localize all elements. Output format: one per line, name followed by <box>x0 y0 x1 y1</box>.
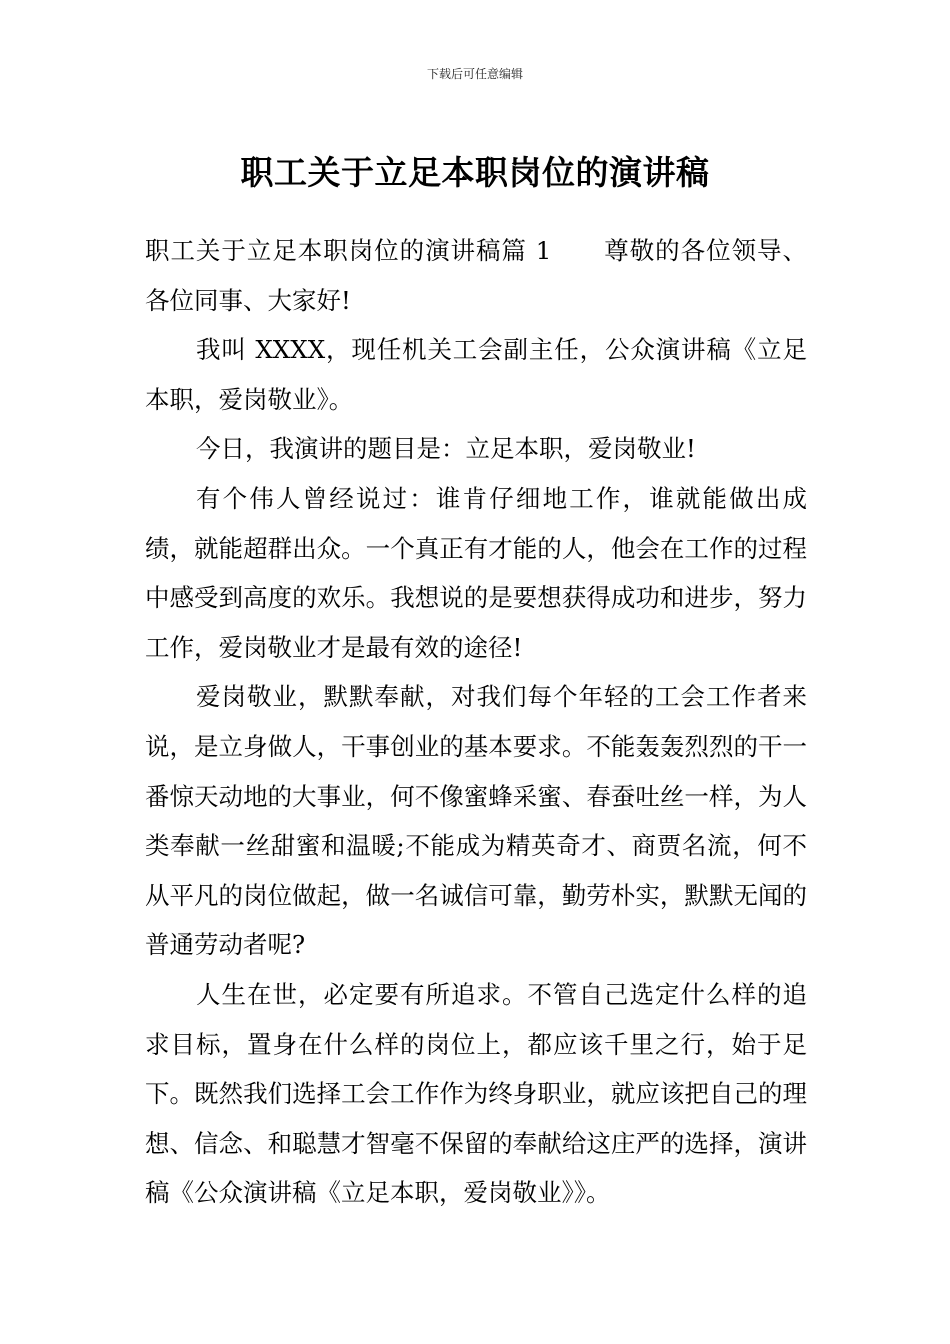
greeting-text: 尊敬的各位领导、各位同事、大家好! <box>145 236 808 315</box>
document-title: 职工关于立足本职岗位的演讲稿 <box>240 153 710 193</box>
body-paragraph: 我叫 XXXX，现任机关工会副主任，公众演讲稿《立足本职，爱岗敬业》。 <box>145 335 807 414</box>
body-paragraph: 今日，我演讲的题目是：立足本职，爱岗敬业! <box>196 434 696 464</box>
body-paragraph: 有个伟人曾经说过：谁肯仔细地工作，谁就能做出成绩，就能超群出众。一个真正有才能的人，他会在工作的过程中感受到高度的欢乐。我想说的是要想获得成功和进步，努力工作，爱岗敬业才是最有效的途径! <box>145 483 807 662</box>
body-paragraph: 爱岗敬业，默默奉献，对我们每个年轻的工会工作者来说，是立身做人，干事创业的基本要求。不能轰轰烈烈的干一番惊天动地的大事业，何不像蜜蜂采蜜、春蚕吐丝一样，为人类奉献一丝甜蜜和温暖;不能成为精英奇才、商贾名流，何不从平凡的岗位做起，做一名诚信可靠，勤劳朴实，默默无闻的普通劳动者呢? <box>145 682 807 960</box>
intro-heading: 职工关于立足本职岗位的演讲稿篇 1 <box>145 236 552 265</box>
document-body <box>145 226 807 1218</box>
header-note: 下载后可任意编辑 <box>426 67 523 81</box>
body-paragraph: 人生在世，必定要有所追求。不管自己选定什么样的追求目标，置身在什么样的岗位上，都应该千里之行，始于足下。既然我们选择工会工作作为终身职业，就应该把自己的理想、信念、和聪慧才智毫不保留的奉献给这庄严的选择，演讲稿《公众演讲稿《立足本职，爱岗敬业》》。 <box>145 979 807 1208</box>
intro-paragraph <box>145 226 807 325</box>
